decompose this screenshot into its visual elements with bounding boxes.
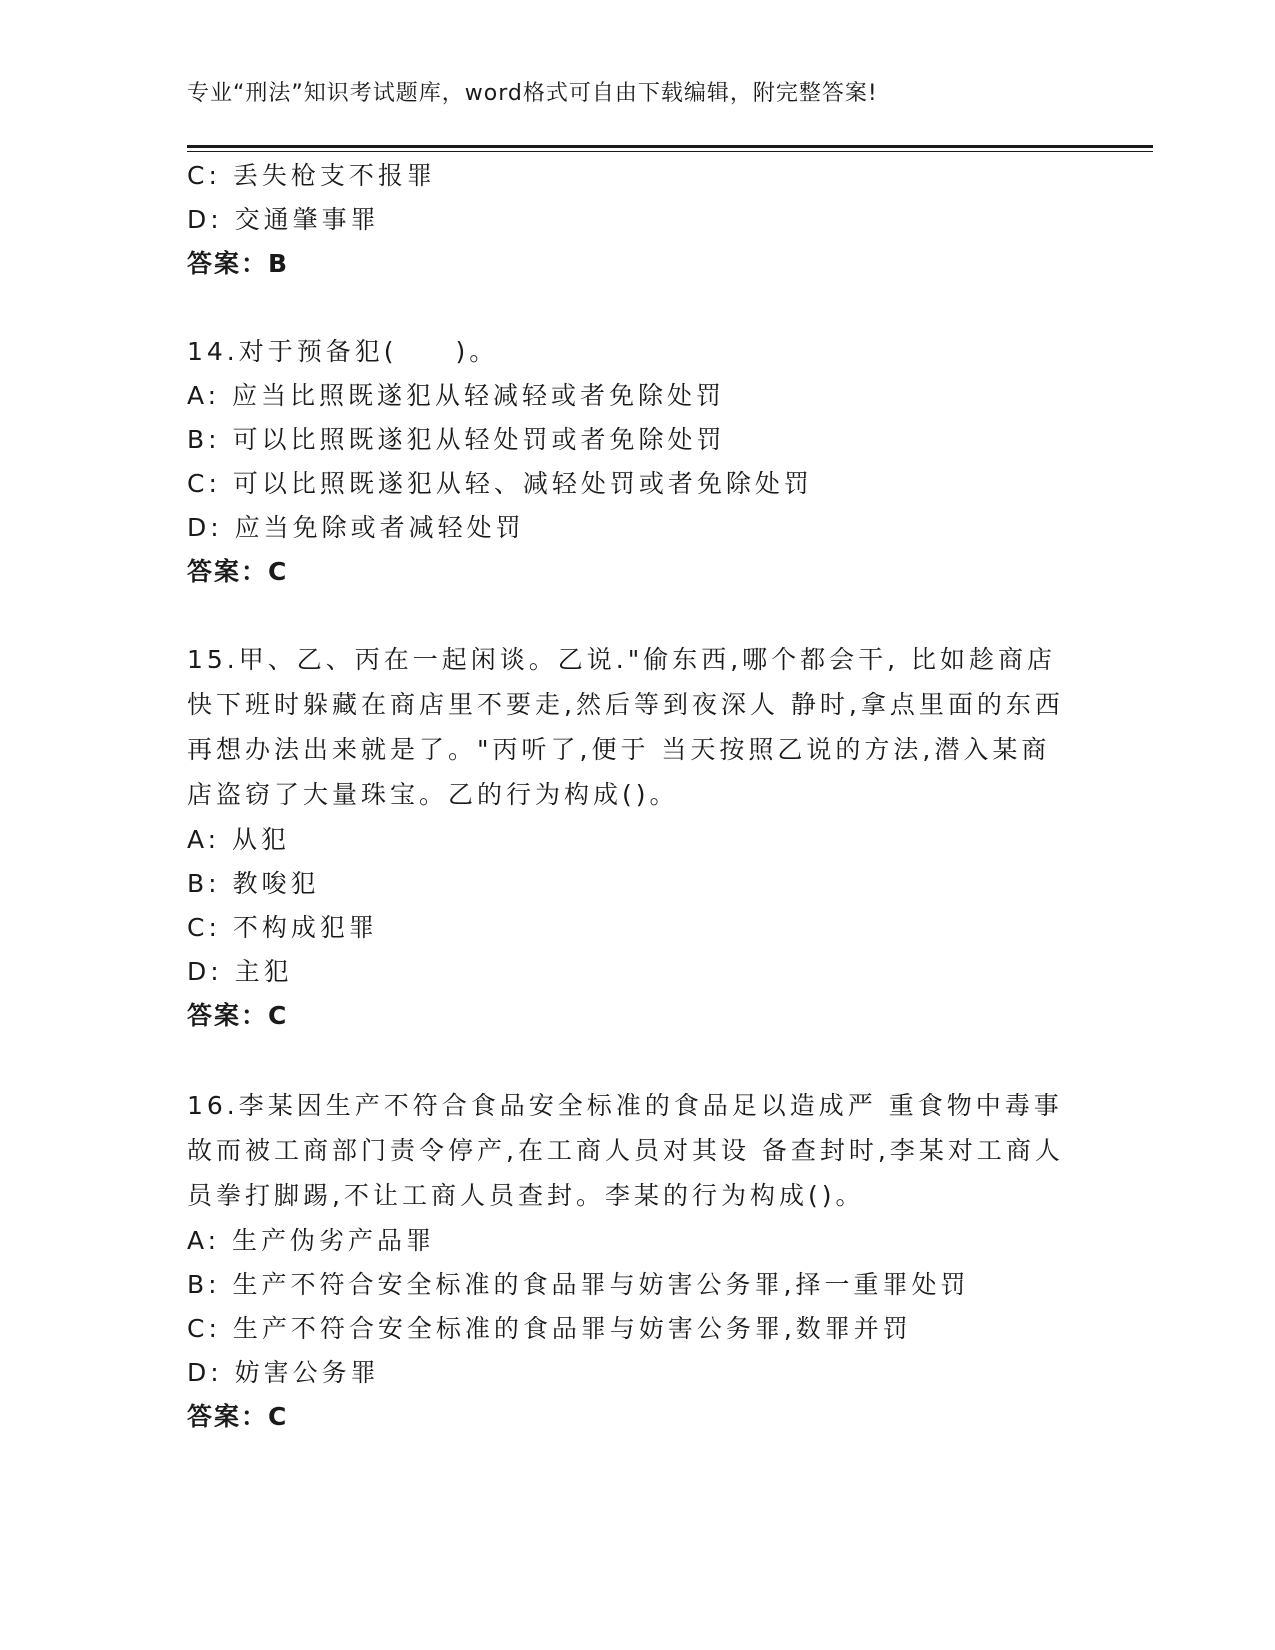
q15-option-b: B: 教唆犯 bbox=[187, 869, 320, 898]
header-divider-thin bbox=[187, 151, 1153, 152]
document-header: 专业“刑法”知识考试题库，word格式可自由下载编辑，附完整答案! bbox=[187, 81, 878, 106]
q13-option-d: D: 交通肇事罪 bbox=[187, 205, 380, 234]
q15-option-d: D: 主犯 bbox=[187, 957, 293, 986]
q16-option-b: B: 生产不符合安全标准的食品罪与妨害公务罪,择一重罪处罚 bbox=[187, 1270, 970, 1299]
q13-answer: 答案：B bbox=[187, 249, 290, 278]
q15-stem-line: 快下班时躲藏在商店里不要走,然后等到夜深人 静时,拿点里面的东西 bbox=[187, 690, 1064, 719]
q16-stem-line: 故而被工商部门责令停产,在工商人员对其设 备查封时,李某对工商人 bbox=[187, 1136, 1064, 1165]
header-divider-thick bbox=[187, 145, 1153, 148]
q15-stem-line: 再想办法出来就是了。"丙听了,便于 当天按照乙说的方法,潜入某商 bbox=[187, 735, 1051, 764]
q16-answer: 答案：C bbox=[187, 1402, 289, 1431]
q16-stem-line: 员拳打脚踢,不让工商人员查封。李某的行为构成()。 bbox=[187, 1181, 865, 1210]
q14-option-b: B: 可以比照既遂犯从轻处罚或者免除处罚 bbox=[187, 425, 726, 454]
q14-option-d: D: 应当免除或者减轻处罚 bbox=[187, 513, 525, 542]
q16-option-d: D: 妨害公务罪 bbox=[187, 1358, 380, 1387]
q16-option-c: C: 生产不符合安全标准的食品罪与妨害公务罪,数罪并罚 bbox=[187, 1314, 912, 1343]
q15-answer: 答案：C bbox=[187, 1001, 289, 1030]
q16-stem-line: 16.李某因生产不符合食品安全标准的食品足以造成严 重食物中毒事 bbox=[187, 1091, 1063, 1120]
q13-option-c: C: 丢失枪支不报罪 bbox=[187, 161, 436, 190]
q14-option-a: A: 应当比照既遂犯从轻减轻或者免除处罚 bbox=[187, 381, 726, 410]
q14-answer: 答案：C bbox=[187, 557, 289, 586]
q14-option-c: C: 可以比照既遂犯从轻、减轻处罚或者免除处罚 bbox=[187, 469, 813, 498]
q15-option-a: A: 从犯 bbox=[187, 825, 291, 854]
q15-stem-line: 15.甲、乙、丙在一起闲谈。乙说."偷东西,哪个都会干, 比如趁商店 bbox=[187, 645, 1057, 674]
q15-option-c: C: 不构成犯罪 bbox=[187, 913, 378, 942]
q15-stem-line: 店盗窃了大量珠宝。乙的行为构成()。 bbox=[187, 780, 679, 809]
q16-option-a: A: 生产伪劣产品罪 bbox=[187, 1226, 436, 1255]
q14-stem: 14.对于预备犯( )。 bbox=[187, 337, 499, 366]
